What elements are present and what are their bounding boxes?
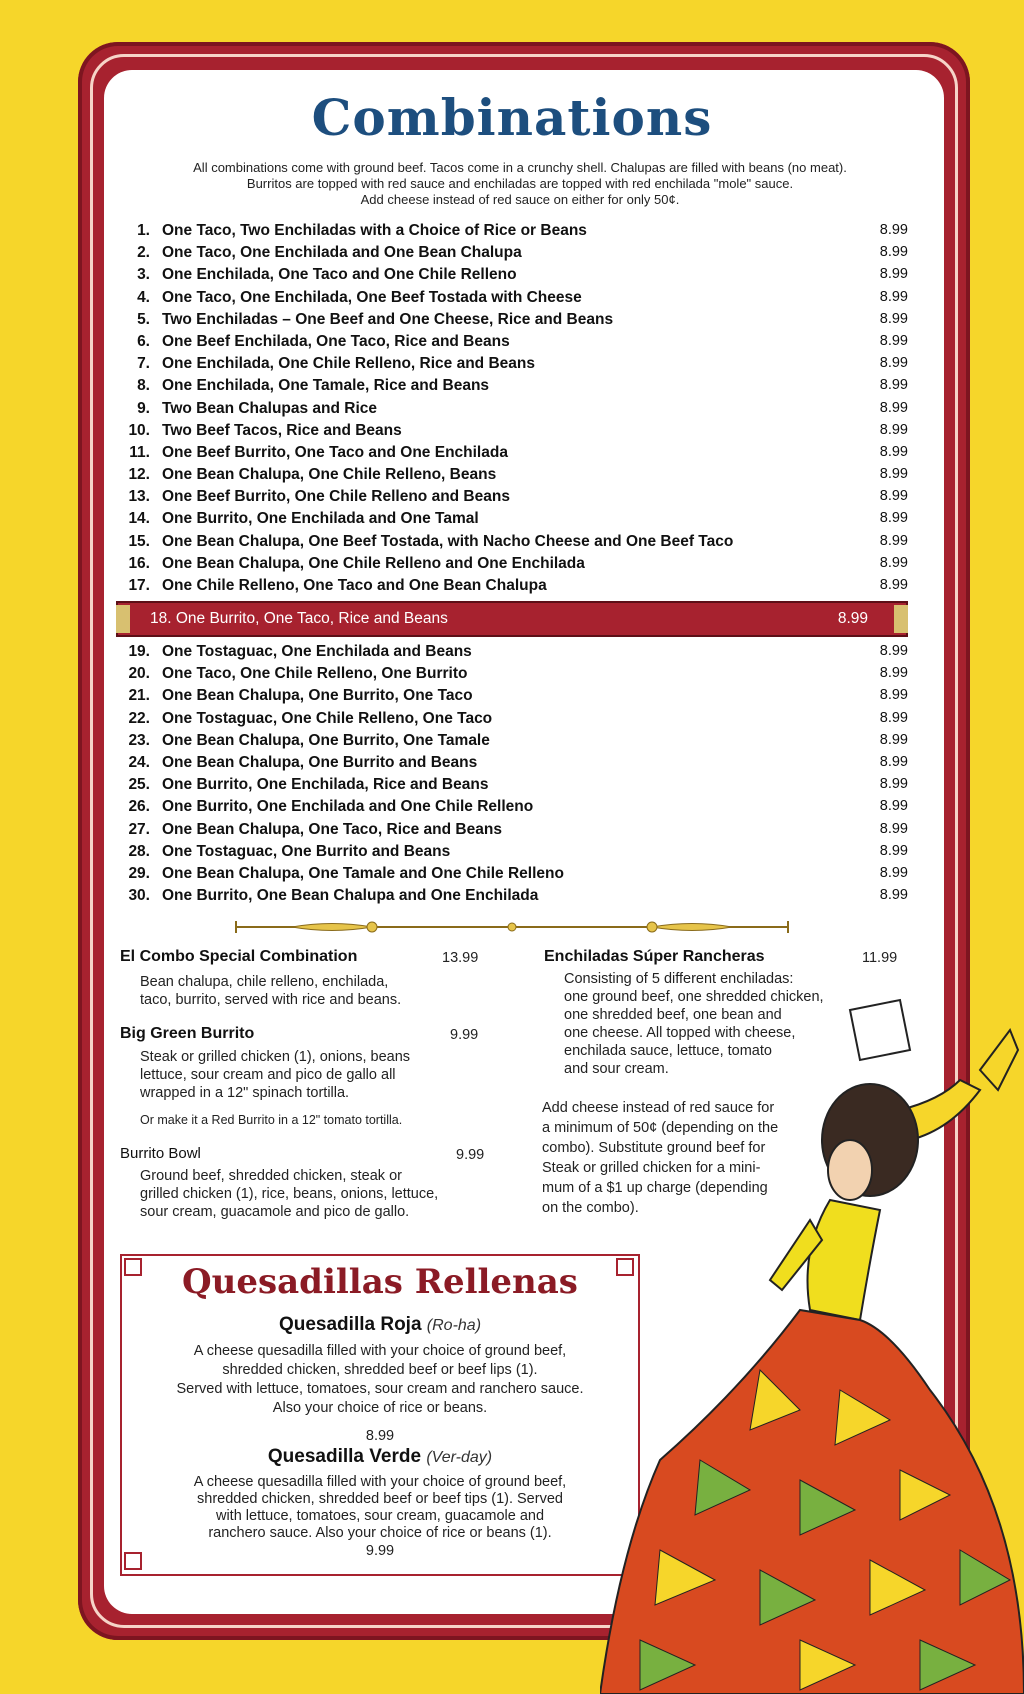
intro-line: Burritos are topped with red sauce and enchiladas are topped with red enchilada "mole" sauce.: [246, 176, 794, 191]
burrito-bowl-title: Burrito Bowl: [120, 1145, 201, 1162]
quesadilla-roja-name: Quesadilla Roja: [278, 1314, 422, 1335]
desc-line: grilled chicken (1), rice, beans, onions, lettuce,: [140, 1186, 439, 1202]
combo-name: One Enchilada, One Tamale, Rice and Beans: [162, 377, 490, 395]
combo-row[interactable]: [120, 821, 920, 843]
combo-num: 8.: [137, 377, 150, 395]
featured-combo-label: 18. One Burrito, One Taco, Rice and Beans: [150, 610, 448, 627]
combo-num: 6.: [137, 332, 150, 350]
combo-num: 9.: [137, 399, 150, 417]
combo-row[interactable]: [120, 466, 920, 488]
combo-price: 8.99: [879, 753, 908, 770]
featured-combo-price: 8.99: [837, 610, 868, 627]
desc-line: Bean chalupa, chile relleno, enchilada,: [140, 974, 389, 990]
desc-line: Served with lettuce, tomatoes, sour cream and ranchero sauce.: [176, 1381, 584, 1397]
combo-row[interactable]: [120, 798, 920, 820]
combo-price: 8.99: [879, 687, 908, 704]
banner-right-ornament: [894, 605, 908, 633]
combo-price: 8.99: [879, 709, 908, 726]
combo-row[interactable]: [120, 687, 920, 709]
combo-name: One Bean Chalupa, One Burrito, One Tamale: [162, 731, 490, 749]
desc-line: wrapped in a 12" spinach tortilla.: [140, 1085, 350, 1101]
enchiladas-super-price: 11.99: [862, 950, 898, 966]
combo-row[interactable]: [120, 732, 920, 754]
quesadilla-verde-pronunciation: (Ver-day): [426, 1449, 493, 1466]
combo-row[interactable]: [120, 244, 920, 266]
quesadilla-roja-pronunciation: (Ro-ha): [426, 1317, 482, 1334]
intro-line: Add cheese instead of red sauce on either for only 50¢.: [360, 192, 680, 207]
desc-line: with lettuce, tomatoes, sour cream, guacamole and: [215, 1508, 545, 1524]
combo-row[interactable]: [120, 488, 920, 510]
big-green-burrito-title: Big Green Burrito: [120, 1025, 255, 1042]
combo-name: One Beef Burrito, One Chile Relleno and Beans: [162, 488, 510, 506]
combo-price: 8.99: [879, 399, 908, 416]
featured-combo-banner[interactable]: [118, 603, 906, 635]
combo-num: 26.: [128, 798, 150, 816]
flamenco-dancer-illustration: [600, 990, 1024, 1694]
combo-price: 8.99: [879, 842, 908, 859]
combo-row[interactable]: [120, 555, 920, 577]
combo-num: 1.: [137, 222, 150, 239]
combo-row[interactable]: [120, 311, 920, 333]
quesadillas-title: Quesadillas Rellenas: [182, 1262, 578, 1302]
combo-price: 8.99: [879, 731, 908, 748]
combo-list-19-30: [120, 643, 920, 909]
combo-row[interactable]: [120, 266, 920, 288]
combo-row[interactable]: [120, 710, 920, 732]
note-line: Add cheese instead of red sauce for: [542, 1100, 775, 1116]
combo-name: One Burrito, One Bean Chalupa and One Enchilada: [162, 887, 539, 905]
quesadilla-verde-heading: [120, 1446, 640, 1468]
combo-num: 20.: [128, 665, 150, 683]
combo-name: One Bean Chalupa, One Chile Relleno and One Enchilada: [162, 554, 585, 572]
quesadilla-verde-price: 9.99: [365, 1543, 395, 1559]
desc-line: sour cream, guacamole and pico de gallo.: [140, 1204, 410, 1220]
combo-num: 7.: [137, 355, 150, 373]
combo-num: 21.: [128, 687, 150, 705]
combo-num: 11.: [129, 443, 150, 461]
combo-list-1-17: [120, 222, 920, 599]
combo-row[interactable]: [120, 577, 920, 599]
red-burrito-note: Or make it a Red Burrito in a 12" tomato tortilla.: [140, 1113, 403, 1127]
banner-left-ornament: [116, 605, 130, 633]
quesadilla-roja-heading: [120, 1314, 640, 1336]
combo-row[interactable]: [120, 533, 920, 555]
note-line: a minimum of 50¢ (depending on the: [542, 1120, 779, 1136]
combo-num: 24.: [128, 753, 150, 771]
intro-line: All combinations come with ground beef. Tacos come in a crunchy shell. Chalupas are filled with beans (no meat).: [193, 160, 847, 175]
desc-line: one ground beef, one shredded chicken,: [564, 989, 824, 1005]
combo-num: 14.: [128, 510, 150, 528]
combo-price: 8.99: [879, 266, 908, 283]
enchiladas-super-title: Enchiladas Súper Rancheras: [544, 948, 765, 965]
combo-name: One Burrito, One Enchilada, Rice and Beans: [162, 776, 489, 794]
combo-name: Two Enchiladas – One Beef and One Cheese, Rice and Beans: [162, 310, 614, 328]
ornamental-divider: [232, 920, 792, 934]
note-line: Steak or grilled chicken for a mini-: [542, 1160, 761, 1176]
combo-num: 25.: [128, 776, 150, 794]
quesadilla-verde-name: Quesadilla Verde: [267, 1446, 422, 1467]
desc-line: Also your choice of rice or beans.: [272, 1400, 488, 1416]
desc-line: one shredded beef, one bean and: [564, 1007, 782, 1023]
combo-name: One Beef Enchilada, One Taco, Rice and Beans: [162, 332, 510, 350]
big-green-burrito-desc: [140, 1048, 410, 1102]
combo-num: 23.: [128, 731, 150, 749]
combo-num: 17.: [128, 577, 150, 594]
combo-price: 8.99: [879, 244, 908, 261]
combo-name: One Enchilada, One Taco and One Chile Relleno: [162, 266, 517, 284]
el-combo-price: 13.99: [442, 950, 479, 966]
combo-num: 16.: [128, 554, 150, 572]
combo-price: 8.99: [879, 665, 908, 682]
note-line: combo). Substitute ground beef for: [542, 1140, 766, 1156]
combo-num: 27.: [128, 820, 150, 838]
quesadilla-roja-price: 8.99: [365, 1428, 395, 1444]
combo-price: 8.99: [879, 488, 908, 505]
desc-line: taco, burrito, served with rice and beans.: [140, 992, 402, 1008]
combo-num: 30.: [128, 887, 150, 905]
combo-price: 8.99: [879, 377, 908, 394]
combo-price: 8.99: [879, 887, 908, 904]
combo-name: One Beef Burrito, One Taco and One Enchilada: [162, 443, 508, 461]
combo-name: One Enchilada, One Chile Relleno, Rice and Beans: [162, 355, 535, 373]
quesadilla-verde-desc: [120, 1474, 640, 1542]
desc-line: A cheese quesadilla filled with your choice of ground beef,: [193, 1474, 567, 1490]
combo-name: One Tostaguac, One Burrito and Beans: [162, 842, 451, 860]
combo-num: 15.: [128, 532, 150, 550]
combo-name: One Bean Chalupa, One Tamale and One Chile Relleno: [162, 864, 564, 882]
combo-num: 28.: [128, 842, 150, 860]
combo-name: One Taco, One Chile Relleno, One Burrito: [162, 665, 468, 683]
combo-price: 8.99: [879, 510, 908, 527]
combo-row[interactable]: [120, 422, 920, 444]
combo-price: 8.99: [879, 532, 908, 549]
burrito-bowl-desc: [140, 1167, 438, 1221]
intro-text: [130, 160, 910, 208]
el-combo-title: El Combo Special Combination: [120, 948, 358, 965]
combo-name: One Burrito, One Enchilada and One Tamal: [162, 510, 479, 528]
el-combo-desc: [140, 973, 401, 1009]
combo-row[interactable]: [120, 665, 920, 687]
desc-line: Consisting of 5 different enchiladas:: [564, 971, 794, 987]
combo-price: 8.99: [879, 776, 908, 793]
combo-row[interactable]: [120, 643, 920, 665]
combo-row[interactable]: [120, 510, 920, 532]
combo-price: 8.99: [879, 443, 908, 460]
desc-line: Ground beef, shredded chicken, steak or: [140, 1168, 402, 1184]
combo-row[interactable]: [120, 754, 920, 776]
combo-num: 19.: [128, 643, 150, 660]
combo-row[interactable]: [120, 776, 920, 798]
desc-line: ranchero sauce. Also your choice of rice or beans (1).: [208, 1525, 552, 1541]
combo-name: One Taco, One Enchilada, One Beef Tostada with Cheese: [162, 288, 582, 306]
combo-num: 29.: [128, 864, 150, 882]
combo-name: One Burrito, One Enchilada and One Chile Relleno: [162, 798, 534, 816]
combo-row[interactable]: [120, 843, 920, 865]
desc-line: enchilada sauce, lettuce, tomato: [564, 1043, 772, 1059]
combo-price: 8.99: [879, 864, 908, 881]
big-green-burrito-price: 9.99: [450, 1027, 479, 1043]
combo-name: One Tostaguac, One Chile Relleno, One Taco: [162, 709, 493, 727]
combo-num: 12.: [128, 466, 150, 484]
note-line: on the combo).: [542, 1200, 639, 1216]
desc-line: A cheese quesadilla filled with your choice of ground beef,: [193, 1343, 567, 1359]
combo-num: 5.: [137, 310, 150, 328]
quesadilla-roja-desc: [120, 1342, 640, 1418]
combo-name: One Bean Chalupa, One Taco, Rice and Beans: [162, 820, 502, 838]
combo-row[interactable]: [120, 377, 920, 399]
combo-price: 8.99: [879, 643, 908, 659]
combo-price: 8.99: [879, 310, 908, 327]
combo-num: 3.: [137, 266, 150, 284]
burrito-bowl-price: 9.99: [456, 1147, 485, 1163]
combo-name: One Taco, Two Enchiladas with a Choice of Rice or Beans: [162, 222, 587, 239]
combo-name: One Chile Relleno, One Taco and One Bean Chalupa: [162, 577, 547, 594]
combo-price: 8.99: [879, 288, 908, 305]
combo-name: One Bean Chalupa, One Burrito, One Taco: [162, 687, 473, 705]
page-title: Combinations: [311, 88, 713, 147]
combo-price: 8.99: [879, 466, 908, 483]
combo-row[interactable]: [120, 333, 920, 355]
combo-num: 22.: [128, 709, 150, 727]
combo-name: One Bean Chalupa, One Chile Relleno, Beans: [162, 466, 497, 484]
combo-name: One Bean Chalupa, One Burrito and Beans: [162, 753, 478, 771]
combo-row[interactable]: [120, 887, 920, 909]
combo-price: 8.99: [879, 554, 908, 571]
combo-row[interactable]: [120, 355, 920, 377]
combo-num: 4.: [137, 288, 150, 306]
desc-line: and sour cream.: [564, 1061, 669, 1077]
desc-line: lettuce, sour cream and pico de gallo all: [140, 1067, 396, 1083]
combo-price: 8.99: [879, 798, 908, 815]
desc-line: Steak or grilled chicken (1), onions, beans: [140, 1049, 411, 1065]
combo-row[interactable]: [120, 444, 920, 466]
combo-name: One Tostaguac, One Enchilada and Beans: [162, 643, 472, 660]
desc-line: one cheese. All topped with cheese,: [564, 1025, 796, 1041]
combo-price: 8.99: [879, 222, 908, 238]
combo-name: Two Beef Tacos, Rice and Beans: [162, 421, 402, 439]
desc-line: shredded chicken, shredded beef or beef lips (1).: [222, 1362, 538, 1378]
note-line: mum of a $1 up charge (depending: [542, 1180, 768, 1196]
combo-price: 8.99: [879, 820, 908, 837]
combo-price: 8.99: [879, 577, 908, 593]
combo-price: 8.99: [879, 332, 908, 349]
combo-name: Two Bean Chalupas and Rice: [162, 399, 378, 417]
combo-row[interactable]: [120, 865, 920, 887]
combo-name: One Bean Chalupa, One Beef Tostada, with Nacho Cheese and One Beef Taco: [162, 532, 734, 550]
combo-row[interactable]: [120, 400, 920, 422]
combo-price: 8.99: [879, 355, 908, 372]
desc-line: shredded chicken, shredded beef or beef tips (1). Served: [197, 1491, 563, 1507]
combo-num: 13.: [128, 488, 150, 506]
combo-num: 10.: [128, 421, 150, 439]
combo-name: One Taco, One Enchilada and One Bean Chalupa: [162, 244, 522, 262]
combo-price: 8.99: [879, 421, 908, 438]
combo-row[interactable]: [120, 222, 920, 244]
combo-num: 2.: [137, 244, 150, 262]
combo-row[interactable]: [120, 289, 920, 311]
